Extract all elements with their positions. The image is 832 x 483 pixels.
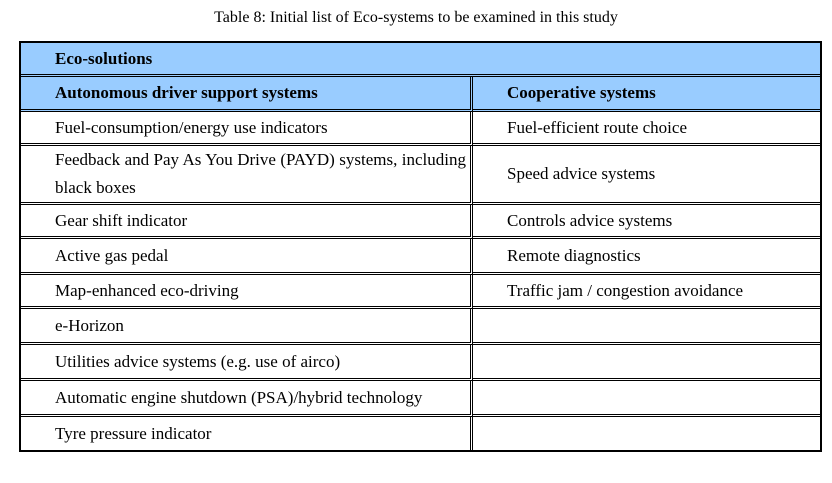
table-cell [21,146,473,205]
table-cell: Controls advice systems [473,205,820,239]
eco-systems-table [19,41,822,452]
table-cell: Active gas pedal [21,239,473,275]
table-cell [473,146,820,205]
table-cell [473,381,820,417]
table-cell [473,417,820,450]
table-row [21,112,820,146]
table-cell: Utilities advice systems (e.g. use of airco) [21,345,473,381]
table-row [21,381,820,417]
table-row [21,239,820,275]
column-header-cooperative: Cooperative systems [473,77,820,112]
table-row [21,345,820,381]
table-cell: Gear shift indicator [21,205,473,239]
table-cell: Map-enhanced eco-driving [21,275,473,309]
column-header-autonomous: Autonomous driver support systems [21,77,473,112]
table-header-row [21,77,820,112]
table-row [21,205,820,239]
table-cell: Fuel-consumption/energy use indicators [21,112,473,146]
table-cell: Automatic engine shutdown (PSA)/hybrid technology [21,381,473,417]
table-cell-text: Feedback and Pay As You Drive (PAYD) systems, including black boxes [55,150,466,197]
table-cell [473,309,820,345]
table-title-row [21,43,820,77]
table-row [21,309,820,345]
table-row [21,275,820,309]
table-row [21,146,820,205]
table-cell-text: Speed advice systems [507,164,656,183]
table-row [21,417,820,450]
table-cell: e-Horizon [21,309,473,345]
table-cell: Tyre pressure indicator [21,417,473,450]
table-cell: Remote diagnostics [473,239,820,275]
table-cell: Traffic jam / congestion avoidance [473,275,820,309]
table-title: Eco-solutions [21,43,820,77]
table-caption: Table 8: Initial list of Eco-systems to be examined in this study [214,9,618,26]
table-cell [473,345,820,381]
table-cell: Fuel-efficient route choice [473,112,820,146]
